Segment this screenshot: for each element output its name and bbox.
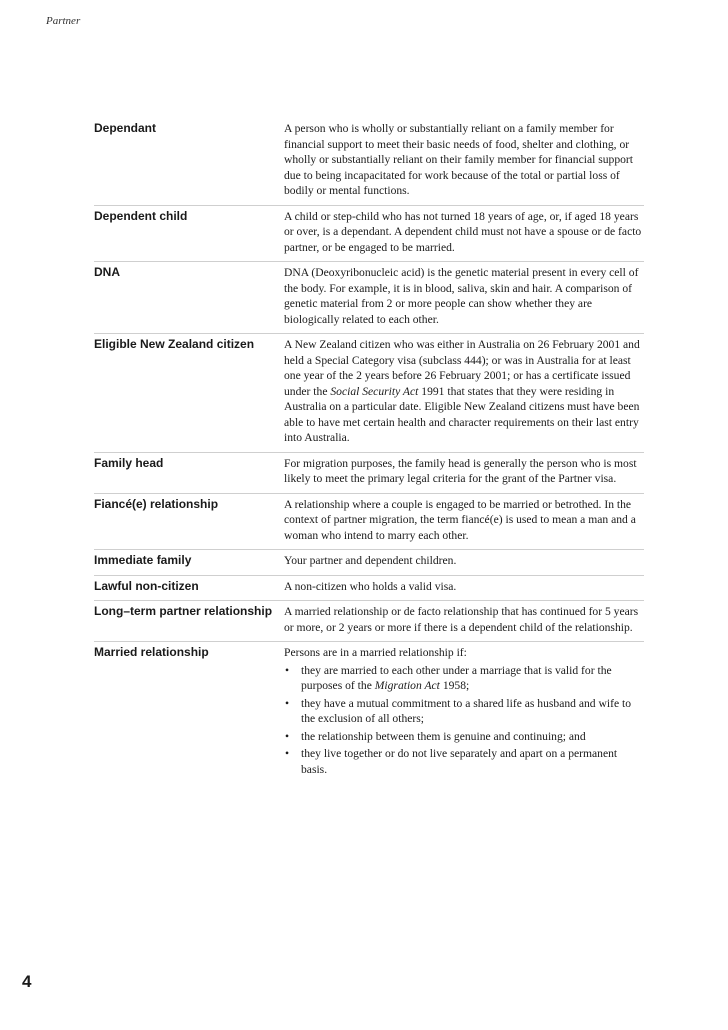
glossary-definition: A married relationship or de facto relationship that has continued for 5 years or more, or 2 years or more if there is a dependent child of the relationship. <box>284 605 639 634</box>
glossary-entry-dependant <box>94 118 644 199</box>
glossary-term: Long–term partner relationship <box>94 604 273 618</box>
glossary-table <box>94 118 644 783</box>
bullet-icon: • <box>285 696 290 710</box>
glossary-entry-immediate-family <box>94 549 644 569</box>
list-item <box>284 729 644 745</box>
glossary-definition: A relationship where a couple is engaged to be married or betrothed. In the context of partner migration, the term fiancé(e) is used to mean a man and a woman who intend to marry each other. <box>284 497 636 542</box>
glossary-term: Fiancé(e) relationship <box>94 496 219 511</box>
definition-text: 1991 that states that they were residing in Australia on a particular date. Eligible New Zealand citizens must have been able to have met certain health and character requirements on their last entry into Australia. <box>284 384 640 444</box>
glossary-term: DNA <box>94 265 120 279</box>
page-number: 4 <box>22 972 32 991</box>
act-title: Social Security Act <box>330 384 419 398</box>
bullet-icon: • <box>285 747 290 760</box>
glossary-entry-long-term-partner <box>94 600 644 635</box>
glossary-entry-married-relationship <box>94 641 644 777</box>
list-item <box>284 696 644 727</box>
glossary-term: Dependant <box>94 121 157 135</box>
act-title: Migration Act <box>374 679 440 692</box>
bullet-text: they have a mutual commitment to a shared life as husband and wife to the exclusion of all others; <box>301 696 632 725</box>
glossary-term: Family head <box>94 455 164 470</box>
glossary-definition: For migration purposes, the family head is generally the person who is most likely to meet the primary legal criteria for the grant of the Partner visa. <box>284 456 637 485</box>
glossary-term: Immediate family <box>94 553 192 567</box>
glossary-entry-dependent-child <box>94 205 644 256</box>
glossary-term: Dependent child <box>94 208 188 223</box>
bullet-icon: • <box>285 729 290 743</box>
list-item <box>284 746 644 777</box>
glossary-entry-family-head <box>94 452 644 487</box>
definition-intro: Persons are in a married relationship if: <box>284 646 467 659</box>
glossary-entry-dna <box>94 261 644 327</box>
glossary-entry-lawful-non-citizen <box>94 575 644 595</box>
glossary-entry-fiancee-relationship <box>94 493 644 544</box>
glossary-definition: A person who is wholly or substantially reliant on a family member for financial support to meet their basic needs of food, shelter and clothing, or wholly or substantially reliant on their family member for financial support due to being incapacitated for work because of the total or partial loss of bodily or mental functions. <box>284 122 634 197</box>
glossary-definition: Your partner and dependent children. <box>284 554 457 567</box>
bullet-text: they are married to each other under a marriage that is valid for the purposes of the <box>301 663 612 692</box>
definition-text: A New Zealand citizen who was either in Australia on 26 February 2001 and held a Special Category visa (subclass 444); or was in Australia for at least one year of the 2 years before 26 February 2001; or has a certificate issued under the <box>284 338 640 398</box>
glossary-definition: A child or step-child who has not turned 18 years of age, or, if aged 18 years or over, is a dependant. A dependent child must not have a spouse or de facto partner, or be engaged to be married. <box>284 209 642 254</box>
glossary-term: Lawful non-citizen <box>94 578 199 593</box>
glossary-term: Eligible New Zealand citizen <box>94 337 255 351</box>
glossary-definition: DNA (Deoxyribonucleic acid) is the genetic material present in every cell of the body. For example, it is in blood, saliva, skin and hair. A comparison of genetic material from 2 or more people can show whether they are biologically related to each other. <box>284 266 639 326</box>
bullet-list <box>284 663 644 778</box>
bullet-text: 1958; <box>439 679 470 692</box>
glossary-definition: A non-citizen who holds a valid visa. <box>284 579 457 593</box>
glossary-definition <box>284 645 644 777</box>
list-item <box>284 663 644 694</box>
glossary-entry-eligible-nz-citizen <box>94 333 644 446</box>
bullet-text: the relationship between them is genuine and continuing; and <box>301 729 586 743</box>
bullet-text: they live together or do not live separately and apart on a permanent basis. <box>301 747 618 776</box>
bullet-icon: • <box>285 663 290 677</box>
glossary-term: Married relationship <box>94 645 209 659</box>
running-header: Partner <box>46 15 81 27</box>
glossary-definition <box>284 337 644 446</box>
